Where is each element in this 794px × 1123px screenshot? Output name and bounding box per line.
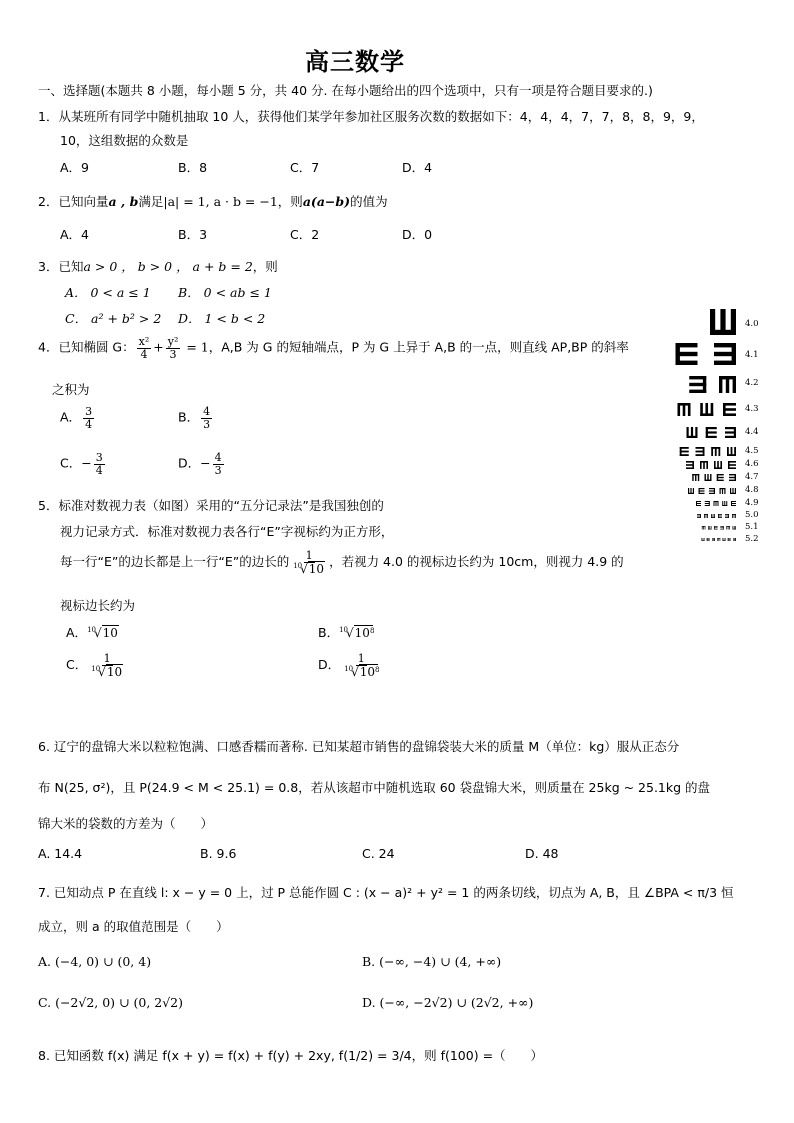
eye-chart-e-glyph bbox=[728, 461, 736, 469]
eye-chart-label: 4.3 bbox=[745, 404, 759, 414]
q2-post: 的值为 bbox=[350, 194, 388, 209]
q2-option-a: A．4 bbox=[60, 227, 90, 242]
q1-line1: 1．从某班所有同学中随机抽取 10 人，获得他们某学年参加社区服务次数的数据如下：4，4，4，7，7，8，8，9，9， bbox=[38, 109, 704, 124]
q7-option-a: A. (−4, 0) ∪ (0, 4) bbox=[38, 954, 152, 969]
q3-option-d: D． 1 < b < 2 bbox=[178, 311, 266, 326]
eye-chart-e-glyph bbox=[711, 447, 720, 456]
eye-chart-label: 4.7 bbox=[745, 472, 759, 482]
eye-chart-label: 5.1 bbox=[745, 522, 759, 532]
q6-line3: 锦大米的袋数的方差为（ ） bbox=[38, 816, 214, 831]
q5-line3: 每一行“E”的边长都是上一行“E”的边长的 $\frac{1}{^{10}√10}$ ，若视力 4.0 的视标边长约为 10cm，则视力 4.9 的 bbox=[60, 549, 624, 576]
q3-pre: 3．已知 bbox=[38, 259, 84, 274]
q1-option-c: C．7 bbox=[290, 160, 320, 175]
eye-chart-e-glyph bbox=[687, 427, 698, 438]
eye-chart-e-glyph bbox=[689, 376, 706, 393]
q3-option-a: A． 0 < a ≤ 1 bbox=[65, 285, 151, 300]
q2-mid2: ，则 bbox=[277, 194, 303, 209]
eye-chart-e-glyph bbox=[714, 526, 718, 530]
eye-chart-e-glyph bbox=[718, 514, 722, 518]
eye-chart-label: 4.2 bbox=[745, 378, 759, 388]
eye-chart-label: 4.5 bbox=[745, 446, 759, 456]
eye-chart-label: 4.1 bbox=[745, 350, 759, 360]
q3-option-b: B． 0 < ab ≤ 1 bbox=[178, 285, 272, 300]
eye-chart-e-glyph bbox=[705, 474, 712, 481]
q7-option-c: C. (−2√2, 0) ∪ (0, 2√2) bbox=[38, 995, 184, 1010]
page-title: 高三数学 bbox=[305, 48, 405, 76]
q4-option-a: A． $\frac{3}{4}$ bbox=[60, 405, 93, 431]
q2-pre: 2．已知向量 bbox=[38, 194, 109, 209]
eye-chart-e-glyph bbox=[700, 403, 713, 416]
eye-chart-e-glyph bbox=[710, 309, 736, 335]
q2-expr2: a(a−b) bbox=[302, 194, 351, 209]
eye-chart-e-glyph bbox=[711, 514, 715, 518]
q5-option-a: A．$^{10}$√10 bbox=[66, 625, 118, 640]
q1-option-b: B．8 bbox=[178, 160, 208, 175]
eye-chart-e-glyph bbox=[733, 526, 737, 530]
q6-option-d: D. 48 bbox=[525, 846, 559, 861]
eye-chart-e-glyph bbox=[708, 526, 712, 530]
eye-chart-glyphs bbox=[660, 305, 740, 550]
q3-cond: a > 0 ， b > 0 ， a + b = 2 bbox=[83, 259, 253, 274]
section-heading: 一、选择题(本题共 8 小题，每小题 5 分，共 40 分. 在每小题给出的四个选项中，只有一项是符合题目要求的.) bbox=[38, 83, 653, 98]
eye-chart-e-glyph bbox=[704, 514, 708, 518]
eye-chart-e-glyph bbox=[680, 447, 689, 456]
eye-chart-e-glyph bbox=[707, 538, 710, 541]
eye-chart-e-glyph bbox=[692, 474, 699, 481]
eye-chart-e-glyph bbox=[727, 447, 736, 456]
eye-chart-e-glyph bbox=[705, 501, 710, 506]
q5-line1: 5．标准对数视力表（如图）采用的“五分记录法”是我国独创的 bbox=[38, 498, 384, 513]
q6-option-a: A. 14.4 bbox=[38, 846, 83, 861]
q4-post: ，A,B 为 G 的短轴端点，P 为 G 上异于 A,B 的一点，则直线 AP,BP 的斜率 bbox=[208, 339, 629, 355]
eye-chart-e-glyph bbox=[688, 488, 694, 494]
eye-chart-e-glyph bbox=[699, 488, 705, 494]
q4-option-d: D．− $\frac{4}{3}$ bbox=[178, 451, 222, 477]
q6-option-c: C. 24 bbox=[362, 846, 395, 861]
eye-chart-e-glyph bbox=[700, 461, 708, 469]
eye-chart-label: 4.6 bbox=[745, 459, 759, 469]
q2-option-c: C．2 bbox=[290, 227, 320, 242]
eye-chart-label: 4.9 bbox=[745, 498, 759, 508]
eye-chart-e-glyph bbox=[678, 403, 691, 416]
q4-option-b: B． $\frac{4}{3}$ bbox=[178, 405, 211, 431]
eye-chart-e-glyph bbox=[702, 526, 706, 530]
eye-chart-e-glyph bbox=[696, 501, 701, 506]
eye-chart-e-glyph bbox=[720, 526, 724, 530]
eye-chart-e-glyph bbox=[731, 501, 736, 506]
q6-option-b: B. 9.6 bbox=[200, 846, 237, 861]
q4-pre: 4．已知椭圆 G： bbox=[38, 339, 135, 355]
q5-option-d: D． $\frac{1}{^{10}√10^8}$ bbox=[318, 652, 380, 679]
eye-chart-e-glyph bbox=[725, 514, 729, 518]
q7-option-d: D. (−∞, −2√2) ∪ (2√2, +∞) bbox=[362, 995, 534, 1010]
q7-option-b: B. (−∞, −4) ∪ (4, +∞) bbox=[362, 954, 502, 969]
eye-chart-e-glyph bbox=[712, 538, 715, 541]
q4-line2: 之积为 bbox=[52, 382, 90, 397]
eye-chart-e-glyph bbox=[729, 474, 736, 481]
eye-chart-e-glyph bbox=[702, 538, 705, 541]
eye-chart-e-glyph bbox=[726, 526, 730, 530]
q5-line2: 视力记录方式．标准对数视力表各行“E”字视标约为正方形， bbox=[60, 524, 394, 539]
eye-chart-e-glyph bbox=[723, 538, 726, 541]
eye-chart-e-glyph bbox=[719, 376, 736, 393]
eye-chart-e-glyph bbox=[732, 514, 736, 518]
eye-chart-e-glyph bbox=[696, 447, 705, 456]
eye-chart bbox=[660, 305, 760, 550]
q2-option-b: B．3 bbox=[178, 227, 208, 242]
q2-mid1: 满足 bbox=[138, 194, 164, 209]
q3-stem bbox=[38, 257, 278, 275]
eye-chart-label: 4.4 bbox=[745, 427, 759, 437]
q3-post: ，则 bbox=[252, 259, 278, 274]
eye-chart-e-glyph bbox=[733, 538, 736, 541]
q2-expr: |a| = 1, a · b = −1 bbox=[163, 194, 278, 209]
q5-option-b: B．$^{10}√10^8$ bbox=[318, 625, 375, 640]
eye-chart-e-glyph bbox=[714, 343, 736, 365]
eye-chart-e-glyph bbox=[723, 403, 736, 416]
q5-option-c: C． $\frac{1}{^{10}√10}$ bbox=[66, 652, 123, 679]
eye-chart-e-glyph bbox=[722, 501, 727, 506]
eye-chart-e-glyph bbox=[720, 488, 726, 494]
q7-line2: 成立，则 a 的取值范围是（ ） bbox=[38, 919, 229, 934]
q3-option-c: C． a² + b² > 2 bbox=[65, 311, 162, 326]
eye-chart-label: 4.8 bbox=[745, 485, 759, 495]
q6-line1: 6. 辽宁的盘锦大米以粒粒饱满、口感香糯而著称. 已知某超市销售的盘锦袋装大米的质量 M（单位：kg）服从正态分 bbox=[38, 739, 680, 754]
q4-frac-x: $\frac{\text{x²}}{4}$ bbox=[138, 335, 150, 361]
q2-stem bbox=[38, 192, 388, 210]
eye-chart-e-glyph bbox=[730, 488, 736, 494]
eye-chart-e-glyph bbox=[717, 474, 724, 481]
eye-chart-e-glyph bbox=[697, 514, 701, 518]
q2-option-d: D．0 bbox=[402, 227, 433, 242]
eye-chart-e-glyph bbox=[717, 538, 720, 541]
q7-line1: 7. 已知动点 P 在直线 l: x − y = 0 上，过 P 总能作圆 C : (x − a)² + y² = 1 的两条切线，切点为 A, B，且 ∠BPA < π/3 恒 bbox=[38, 885, 734, 900]
eye-chart-e-glyph bbox=[725, 427, 736, 438]
q1-option-d: D．4 bbox=[402, 160, 433, 175]
q4-stem: 4．已知椭圆 G： $\frac{\text{x²}}{4}$ + $\frac{\text{y²}}{3}$ = 1，A,B 为 G 的短轴端点，P 为 G 上异于 A,B 的一点，则直线 AP,BP 的斜率 bbox=[38, 335, 629, 361]
q1-option-a: A．9 bbox=[60, 160, 90, 175]
q5-line4: 视标边长约为 bbox=[60, 598, 136, 613]
eye-chart-label: 5.2 bbox=[745, 534, 759, 544]
q6-line2: 布 N(25, σ²)，且 P(24.9 < M < 25.1) = 0.8，若从该超市中随机选取 60 袋盘锦大米，则质量在 25kg ~ 25.1kg 的盘 bbox=[38, 780, 711, 795]
eye-chart-e-glyph bbox=[709, 488, 715, 494]
eye-chart-e-glyph bbox=[714, 501, 719, 506]
eye-chart-e-glyph bbox=[714, 461, 722, 469]
q8-line: 8. 已知函数 f(x) 满足 f(x + y) = f(x) + f(y) + 2xy, f(1/2) = 3/4，则 f(100) =（ ） bbox=[38, 1048, 544, 1063]
eye-chart-e-glyph bbox=[728, 538, 731, 541]
eye-chart-e-glyph bbox=[706, 427, 717, 438]
eye-chart-label: 5.0 bbox=[745, 510, 759, 520]
eye-chart-e-glyph bbox=[676, 343, 698, 365]
eye-chart-label: 4.0 bbox=[745, 319, 759, 329]
q4-frac-y: $\frac{\text{y²}}{3}$ bbox=[167, 335, 179, 361]
q2-vectors: a , b bbox=[108, 194, 139, 209]
q1-line2: 10，这组数据的众数是 bbox=[60, 133, 189, 148]
q4-option-c: C．− $\frac{3}{4}$ bbox=[60, 451, 103, 477]
eye-chart-e-glyph bbox=[686, 461, 694, 469]
